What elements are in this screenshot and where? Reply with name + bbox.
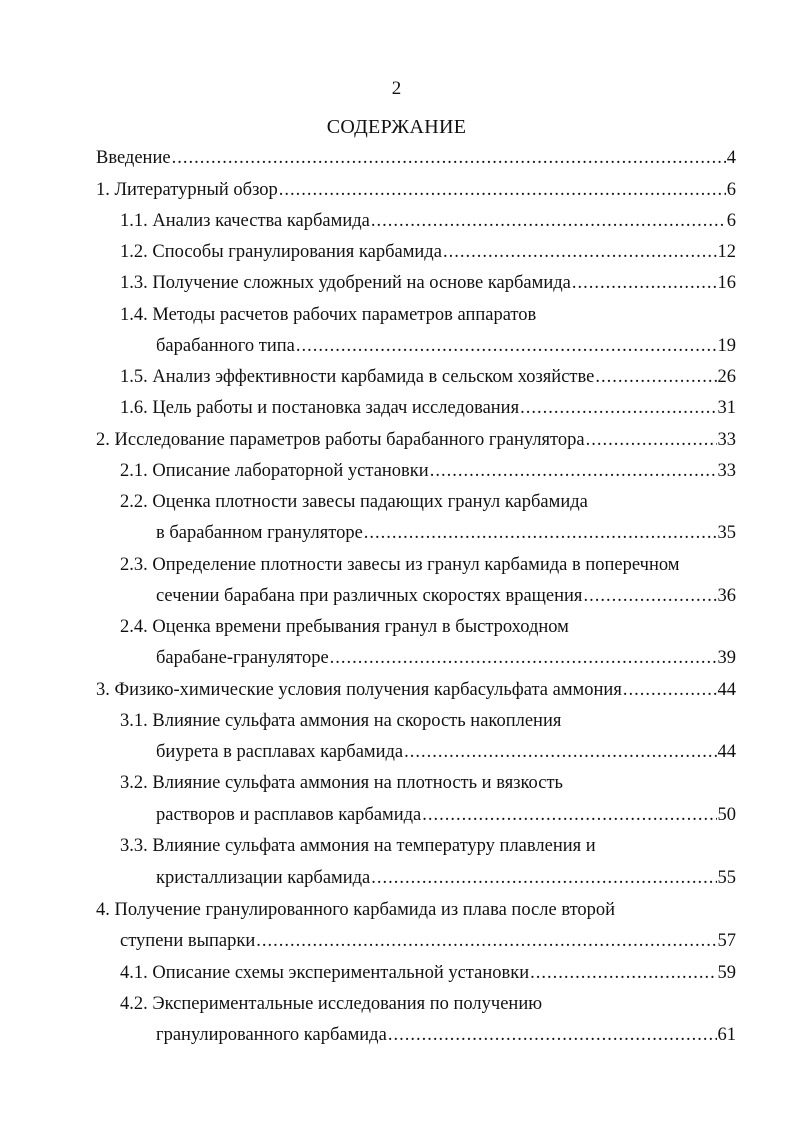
toc-entry-chapter-4 xyxy=(96,898,736,922)
toc-leader-dots xyxy=(430,459,717,483)
toc-entry-page: 61 xyxy=(717,1025,736,1045)
toc-leader-dots xyxy=(572,271,717,295)
toc-leader-dots xyxy=(364,521,717,545)
toc-leader-dots xyxy=(595,365,716,389)
toc-entry-3-1 xyxy=(120,709,736,733)
toc-entry-2-4-cont xyxy=(156,646,736,670)
toc-entry-2-3 xyxy=(120,553,736,577)
toc-entry-page: 33 xyxy=(717,461,736,481)
toc-entry-1-1 xyxy=(120,209,736,233)
toc-entry-page: 44 xyxy=(717,742,736,762)
toc-entry-page: 50 xyxy=(717,805,736,825)
toc-leader-dots xyxy=(172,146,726,170)
toc-entry-3-1-cont xyxy=(156,740,736,764)
toc-leader-dots xyxy=(388,1023,717,1047)
toc-entry-text: 1. Литературный обзор xyxy=(96,180,278,200)
toc-entry-text: 2.1. Описание лабораторной установки xyxy=(120,461,429,481)
toc-entry-2-3-cont xyxy=(156,584,736,608)
toc-entry-1-4-cont xyxy=(156,334,736,358)
toc-entry-page: 6 xyxy=(726,211,736,231)
toc-leader-dots xyxy=(279,178,726,202)
toc-leader-dots xyxy=(623,678,717,702)
toc-entry-1-5 xyxy=(120,365,736,389)
page-number: 2 xyxy=(391,78,402,99)
toc-entry-text: Введение xyxy=(96,148,171,168)
toc-entry-text: 4.2. Экспериментальные исследования по получению xyxy=(120,994,543,1014)
toc-entry-page: 35 xyxy=(717,523,736,543)
toc-entry-1-2 xyxy=(120,240,736,264)
toc-entry-text: барабанного типа xyxy=(156,336,295,356)
toc-entry-text: 1.4. Методы расчетов рабочих параметров аппаратов xyxy=(120,305,537,325)
toc-entry-text: 1.6. Цель работы и постановка задач исследования xyxy=(120,398,520,418)
toc-entry-page: 19 xyxy=(717,336,736,356)
toc-entry-3-2 xyxy=(120,771,736,795)
toc-entry-4-2-cont xyxy=(156,1023,736,1047)
toc-leader-dots xyxy=(256,929,716,953)
toc-entry-text: 3.2. Влияние сульфата аммония на плотность и вязкость xyxy=(120,773,563,793)
toc-entry-text: 4. Получение гранулированного карбамида из плава после второй xyxy=(96,900,616,920)
toc-entry-3-3-cont xyxy=(156,866,736,890)
toc-entry-page: 26 xyxy=(717,367,736,387)
toc-entry-page: 55 xyxy=(717,868,736,888)
toc-entry-text: 3.3. Влияние сульфата аммония на температуру плавления и xyxy=(120,836,596,856)
toc-leader-dots xyxy=(586,428,717,452)
toc-entry-page: 4 xyxy=(726,148,736,168)
toc-entry-text: кристаллизации карбамида xyxy=(156,868,371,888)
toc-entry-4-1 xyxy=(120,961,736,985)
toc-entry-3-2-cont xyxy=(156,803,736,827)
toc-entry-chapter-4-cont xyxy=(120,929,736,953)
toc-entry-page: 16 xyxy=(717,273,736,293)
toc-entry-page: 36 xyxy=(717,586,736,606)
toc-entry-text: 3. Физико-химические условия получения карбасульфата аммония xyxy=(96,680,622,700)
toc-leader-dots xyxy=(296,334,717,358)
toc-leader-dots xyxy=(422,803,716,827)
toc-entry-text: 3.1. Влияние сульфата аммония на скорость накопления xyxy=(120,711,562,731)
toc-entry-page: 44 xyxy=(717,680,736,700)
toc-entry-text: 1.2. Способы гранулирования карбамида xyxy=(120,242,442,262)
toc-entry-page: 6 xyxy=(726,180,736,200)
toc-entry-text: биурета в расплавах карбамида xyxy=(156,742,404,762)
toc-entry-page: 57 xyxy=(717,931,736,951)
toc-entry-text: в барабанном грануляторе xyxy=(156,523,363,543)
toc-entry-chapter-2 xyxy=(96,428,736,452)
toc-entry-text: гранулированного карбамида xyxy=(156,1025,387,1045)
toc-leader-dots xyxy=(371,209,726,233)
toc-entry-text: 2.4. Оценка времени пребывания гранул в быстроходном xyxy=(120,617,569,637)
toc-entry-1-4 xyxy=(120,303,736,327)
toc-entry-text: барабане-грануляторе xyxy=(156,648,329,668)
toc-leader-dots xyxy=(530,961,716,985)
toc-entry-text: 2. Исследование параметров работы барабанного гранулятора xyxy=(96,430,585,450)
toc-entry-text: сечении барабана при различных скоростях вращения xyxy=(156,586,583,606)
toc-leader-dots xyxy=(583,584,716,608)
toc-entry-text: 4.1. Описание схемы экспериментальной установки xyxy=(120,963,530,983)
toc-entry-chapter-3 xyxy=(96,678,736,702)
toc-entry-1-3 xyxy=(120,271,736,295)
toc-leader-dots xyxy=(520,396,716,420)
toc-entry-page: 39 xyxy=(717,648,736,668)
toc-entry-4-2 xyxy=(120,992,736,1016)
toc-entry-text: 2.2. Оценка плотности завесы падающих гранул карбамида xyxy=(120,492,588,512)
page-title: СОДЕРЖАНИЕ xyxy=(326,116,467,138)
toc-entry-2-1 xyxy=(120,459,736,483)
toc-entry-chapter-1 xyxy=(96,178,736,202)
toc-entry-text: 1.3. Получение сложных удобрений на основе карбамида xyxy=(120,273,571,293)
toc-entry-page: 33 xyxy=(717,430,736,450)
toc-entry-2-2 xyxy=(120,490,736,514)
toc-entry-page: 31 xyxy=(717,398,736,418)
toc-entry-introduction xyxy=(96,146,736,170)
toc-entry-text: растворов и расплавов карбамида xyxy=(156,805,422,825)
toc-entry-page: 59 xyxy=(717,963,736,983)
toc-entry-text: ступени выпарки xyxy=(120,931,256,951)
toc-leader-dots xyxy=(404,740,716,764)
toc-leader-dots xyxy=(371,866,716,890)
toc-entry-2-2-cont xyxy=(156,521,736,545)
toc-leader-dots xyxy=(330,646,717,670)
toc-entry-text: 1.1. Анализ качества карбамида xyxy=(120,211,370,231)
toc-entry-3-3 xyxy=(120,834,736,858)
toc-leader-dots xyxy=(443,240,717,264)
toc-entry-1-6 xyxy=(120,396,736,420)
toc-entry-2-4 xyxy=(120,615,736,639)
toc-entry-text: 2.3. Определение плотности завесы из гранул карбамида в поперечном xyxy=(120,555,680,575)
toc-entry-page: 12 xyxy=(717,242,736,262)
toc-entry-text: 1.5. Анализ эффективности карбамида в сельском хозяйстве xyxy=(120,367,595,387)
